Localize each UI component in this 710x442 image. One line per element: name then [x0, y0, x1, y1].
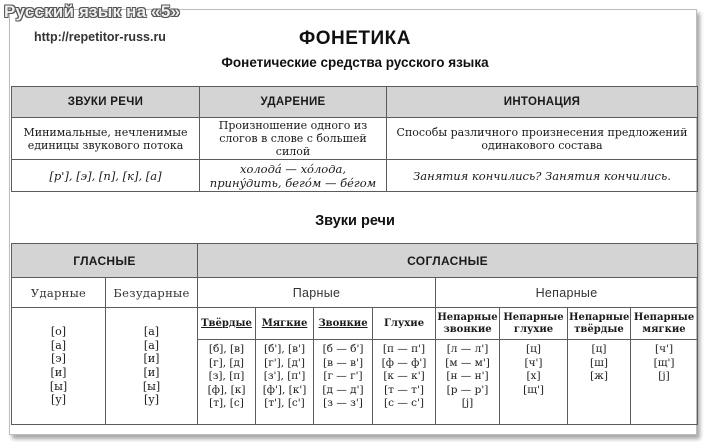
sound-item: [м — м'] [445, 356, 490, 369]
sound-item: [т'], [с'] [264, 397, 305, 410]
sound-item: [б], [в] [208, 343, 245, 355]
label-voiced-text: Звонкие [318, 317, 368, 329]
sound-item: [л — л'] [446, 343, 489, 355]
sound-item: [н — н'] [446, 370, 489, 383]
sound-item: [б — б'] [322, 343, 364, 355]
definition-stress: Произношение одного из слогов в слове с большей силой [200, 118, 387, 160]
sound-item: [э] [51, 352, 66, 366]
label-voiced [314, 308, 373, 340]
definition-intonation: Способы различного произнесения предложений одинакового состава [387, 118, 698, 160]
sound-item: [ф], [к] [207, 383, 246, 396]
sound-item: [з — з'] [323, 397, 363, 410]
header-intonation: ИНТОНАЦИЯ [387, 87, 698, 118]
sound-item: [т — т'] [384, 383, 424, 396]
label-unpaired-hard: Непарные твёрдые [568, 308, 631, 340]
sound-item: [з'], [п'] [263, 370, 306, 383]
sound-item: [а] [50, 338, 67, 352]
sound-item: [г — г'] [323, 370, 363, 383]
sound-item: [ц] [526, 343, 541, 355]
definition-sounds: Минимальные, нечленимые единицы звукового потока [12, 118, 200, 160]
sound-item: [т], [с] [209, 397, 244, 410]
label-paired: Парные [198, 278, 436, 308]
label-stressed: Ударные [12, 278, 106, 308]
label-unpaired-voiced: Непарные звонкие [436, 308, 500, 340]
sound-item: [j] [461, 397, 474, 410]
hard-consonants-cell [198, 340, 256, 425]
sound-item: [о] [50, 325, 67, 339]
sound-item: [к — к'] [383, 370, 425, 383]
sound-item: [и] [143, 366, 160, 379]
sound-item: [х] [526, 370, 541, 383]
sound-item: [п — п'] [382, 343, 426, 355]
header-vowels: ГЛАСНЫЕ [12, 244, 198, 278]
page-subtitle: Фонетические средства русского языка [221, 55, 489, 70]
header-sounds: ЗВУКИ РЕЧИ [12, 87, 200, 118]
sound-item: [у] [143, 393, 160, 407]
sound-item: [и] [143, 352, 160, 366]
label-hard [198, 308, 256, 340]
label-hard-text: Твёрдые [201, 317, 252, 329]
soft-consonants-cell [256, 340, 314, 425]
unpaired-soft-cell [631, 340, 698, 425]
unpaired-voiced-cell [436, 340, 500, 425]
label-unpaired-voiceless: Непарные глухие [500, 308, 568, 340]
sound-item: [щ'] [653, 356, 675, 369]
sound-item: [с — с'] [384, 397, 425, 410]
voiceless-consonants-cell [373, 340, 436, 425]
voiced-consonants-cell [314, 340, 373, 425]
sound-item: [ы] [49, 379, 68, 393]
sound-item: [у] [50, 393, 67, 407]
label-voiceless: Глухие [373, 308, 436, 340]
sound-item: [г'], [д'] [264, 356, 305, 369]
sound-item: [щ'] [523, 383, 544, 396]
unpaired-hard-cell [568, 340, 631, 425]
sound-item: [ш] [590, 356, 608, 369]
header-stress: УДАРЕНИЕ [200, 87, 387, 118]
label-soft-text: Мягкие [261, 317, 308, 329]
sound-item: [з], [п] [208, 370, 245, 383]
sound-item: [а] [143, 325, 160, 339]
label-unpaired-soft: Непарные мягкие [631, 308, 698, 340]
brand-logo: Русский язык на «5» [4, 2, 181, 21]
sound-item: [д — д'] [322, 383, 364, 396]
sound-item: [ы] [142, 379, 161, 393]
unpaired-voiceless-cell [500, 340, 568, 425]
site-url: http://repetitor-russ.ru [34, 30, 166, 44]
sound-item: [ч'] [655, 343, 674, 355]
label-soft [256, 308, 314, 340]
example-sounds: [р'], [э], [п], [к], [а] [12, 160, 200, 192]
example-intonation: Занятия кончились? Занятия кончились. [387, 160, 698, 192]
sound-item: [ч'] [524, 356, 543, 369]
label-unpaired: Непарные [436, 278, 698, 308]
example-stress: холодá — хóлода, принýдить, бегóм — бéгом [200, 160, 387, 192]
label-unstressed: Безударные [106, 278, 198, 308]
sound-item: [а] [143, 338, 160, 352]
stressed-vowels-cell [12, 308, 106, 425]
page-title: ФОНЕТИКА [299, 28, 411, 49]
speech-sounds-table [11, 243, 698, 425]
sound-item: [р — р'] [446, 383, 489, 396]
sound-item: [в — в'] [322, 356, 364, 369]
phonetic-means-table [11, 86, 698, 192]
sound-item: [г], [д] [209, 356, 245, 369]
header-consonants: СОГЛАСНЫЕ [198, 244, 698, 278]
sound-item: [б'], [в'] [263, 343, 306, 355]
sound-item: [j] [658, 370, 670, 383]
sound-item: [ж] [590, 370, 608, 383]
unstressed-vowels-cell [106, 308, 198, 425]
section-title-sounds: Звуки речи [315, 213, 395, 229]
sound-item: [ц] [591, 343, 607, 355]
sound-item: [и] [50, 366, 67, 379]
sound-item: [ф'], [к'] [262, 383, 307, 396]
sound-item: [ф — ф'] [381, 356, 427, 369]
